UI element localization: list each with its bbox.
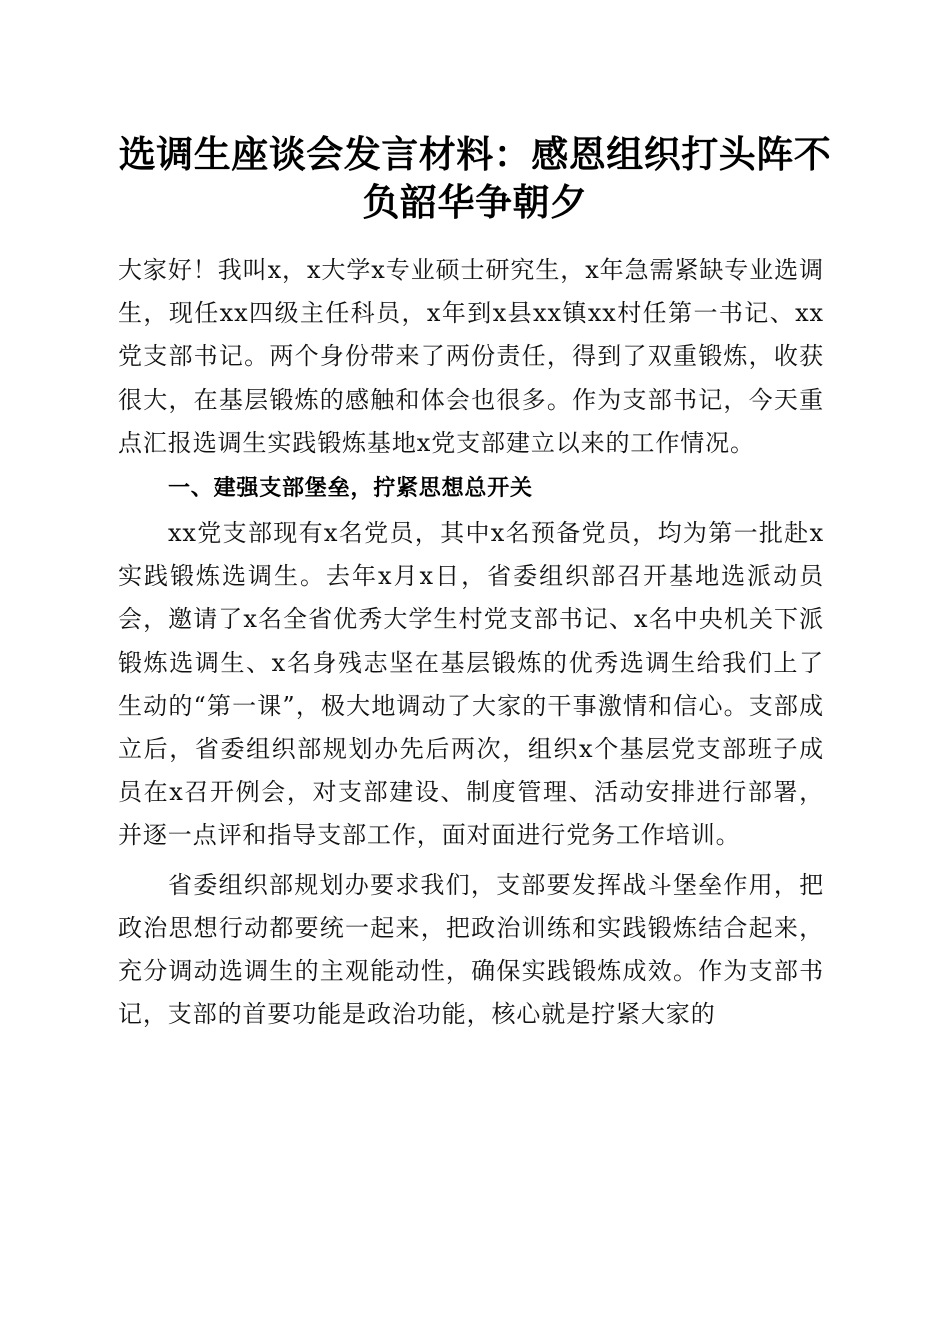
body-paragraph: xx党支部现有x名党员，其中x名预备党员，均为第一批赴x实践锻炼选调生。去年x月x日，省委组织部召开基地选派动员会，邀请了x名全省优秀大学生村党支部书记、x名中央机关下派锻炼选调生、x名身残志坚在基层锻炼的优秀选调生给我们上了生动的“第一课”，极大地调动了大家的干事激情和信心。支部成立后，省委组织部规划办先后两次，组织x个基层党支部班子成员在x召开例会，对支部建设、制度管理、活动安排进行部署，并逐一点评和指导支部工作，面对面进行党务工作培训。 — [118, 519, 824, 850]
section-heading-1: 一、建强支部堡垒，拧紧思想总开关 — [168, 476, 533, 502]
intro-paragraph: 大家好！我叫x，x大学x专业硕士研究生，x年急需紧缺专业选调生，现任xx四级主任科员，x年到x县xx镇xx村任第一书记、xx党支部书记。两个身份带来了两份责任，得到了双重锻炼，收获很大，在基层锻炼的感触和体会也很多。作为支部书记，今天重点汇报选调生实践锻炼基地x党支部建立以来的工作情况。 — [118, 256, 824, 457]
document-body — [118, 249, 824, 1036]
document-title: 选调生座谈会发言材料：感恩组织打头阵不负韶华争朝夕 — [118, 132, 832, 224]
body-paragraph: 省委组织部规划办要求我们，支部要发挥战斗堡垒作用，把政治思想行动都要统一起来，把政治训练和实践锻炼结合起来，充分调动选调生的主观能动性，确保实践锻炼成效。作为支部书记，支部的首要功能是政治功能，核心就是拧紧大家的 — [118, 870, 824, 1029]
